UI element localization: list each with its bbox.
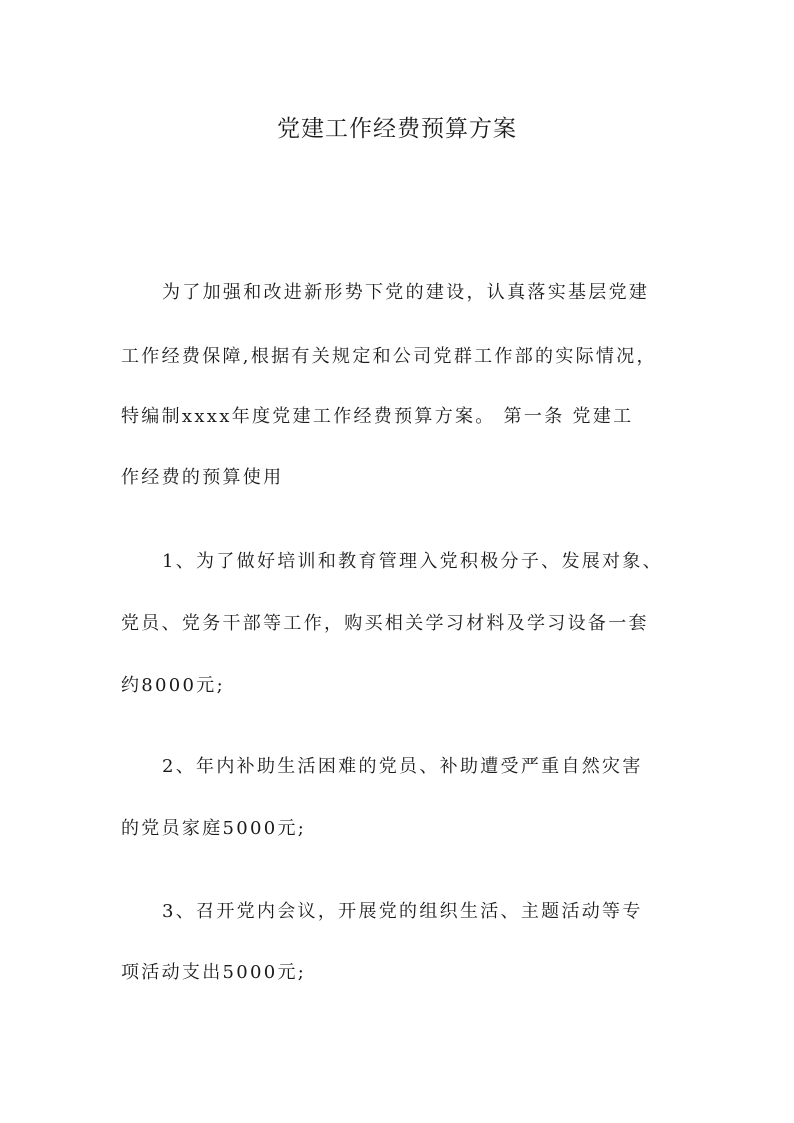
document-title: 党建工作经费预算方案 bbox=[277, 116, 517, 142]
paragraph-2-line-2: 党员、党务干部等工作，购买相关学习材料及学习设备一套 bbox=[121, 613, 649, 634]
paragraph-4-line-1: 3、召开党内会议，开展党的组织生活、主题活动等专 bbox=[162, 901, 643, 922]
paragraph-2-line-1: 1、为了做好培训和教育管理入党积极分子、发展对象、 bbox=[162, 551, 663, 572]
paragraph-1-line-4: 作经费的预算使用 bbox=[121, 467, 284, 488]
paragraph-3-line-2: 的党员家庭5000元; bbox=[121, 818, 307, 839]
paragraph-2-line-3: 约8000元; bbox=[121, 675, 225, 696]
paragraph-1-line-3: 特编制xxxx年度党建工作经费预算方案。 第一条 党建工 bbox=[121, 406, 634, 427]
paragraph-1-line-1: 为了加强和改进新形势下党的建设，认真落实基层党建 bbox=[162, 282, 650, 303]
paragraph-3-line-1: 2、年内补助生活困难的党员、补助遭受严重自然灾害 bbox=[162, 756, 643, 777]
paragraph-4-line-2: 项活动支出5000元; bbox=[121, 962, 307, 983]
paragraph-1-line-2: 工作经费保障,根据有关规定和公司党群工作部的实际情况， bbox=[121, 346, 657, 367]
